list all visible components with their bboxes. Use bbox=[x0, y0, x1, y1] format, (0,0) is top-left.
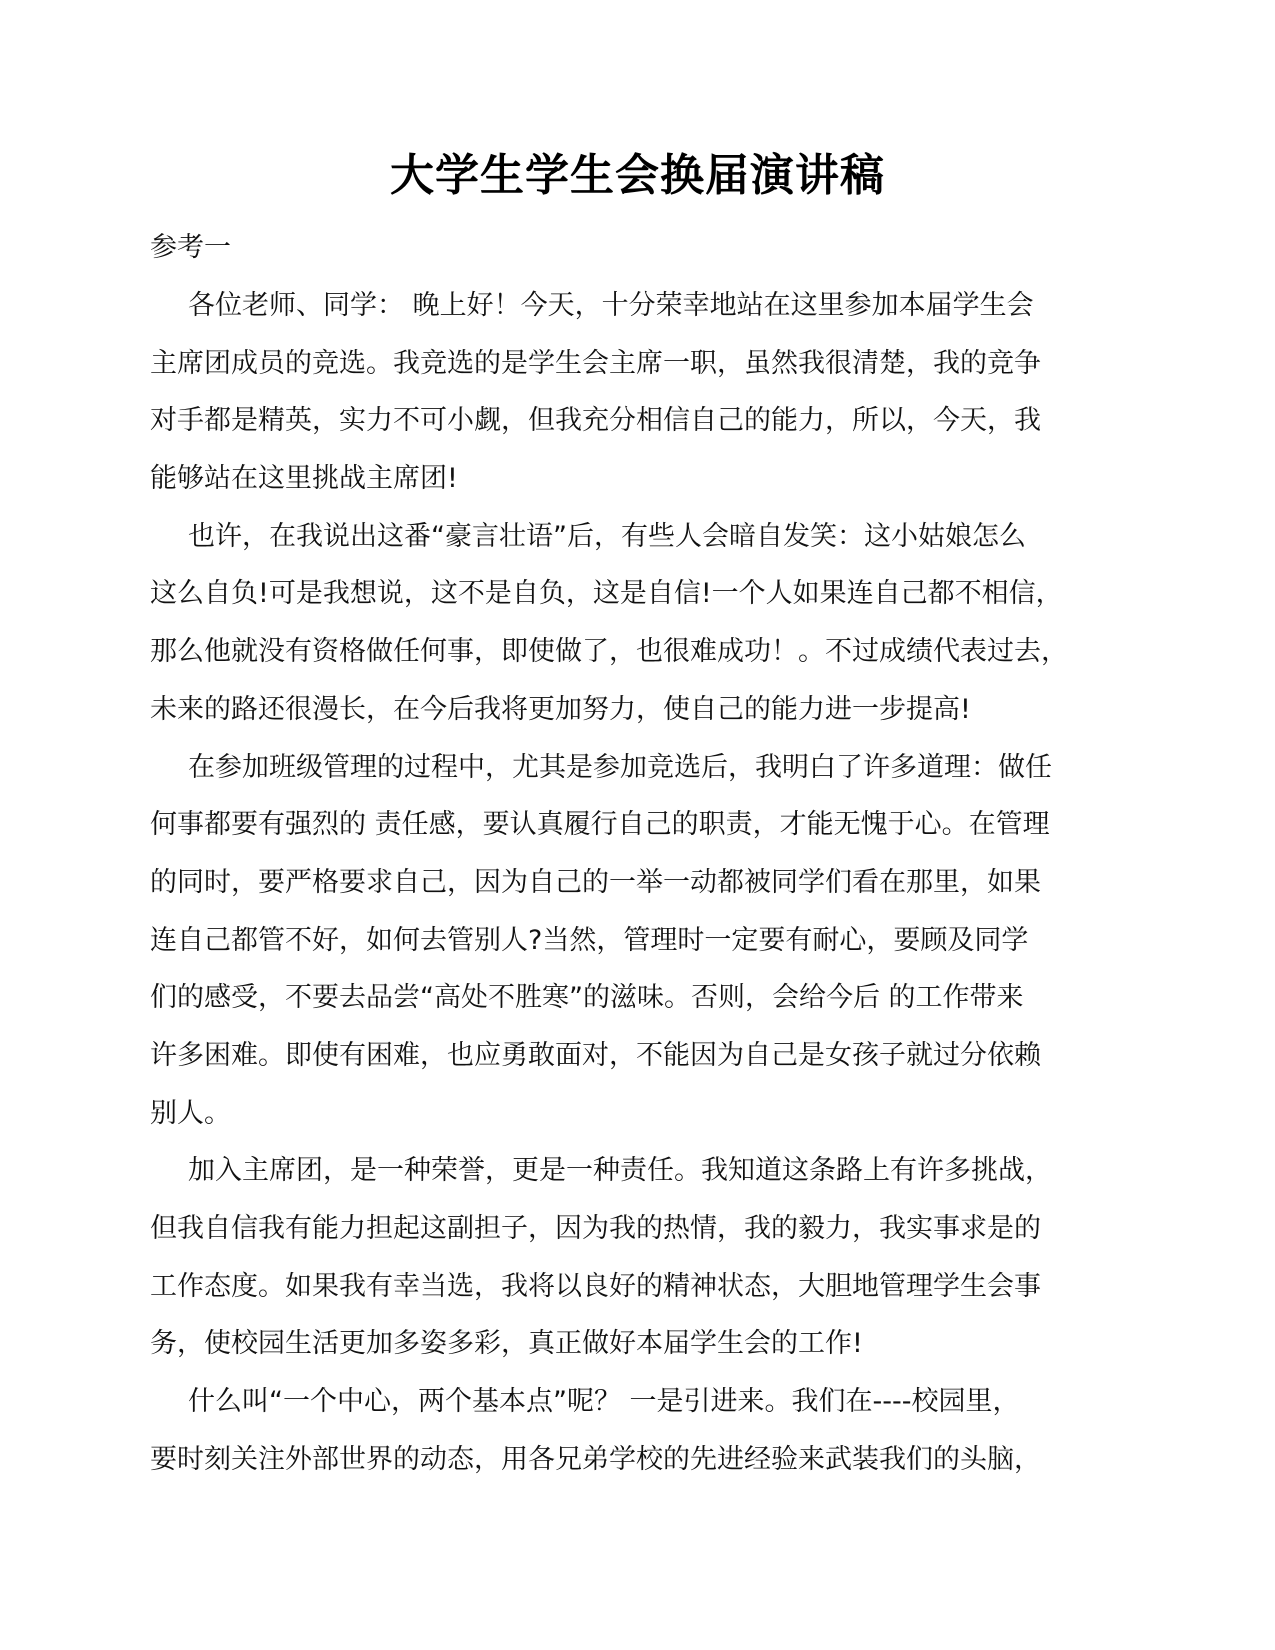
text-line: 要时刻关注外部世界的动态，用各兄弟学校的先进经验来武装我们的头脑， bbox=[150, 1443, 1041, 1475]
text-line: 许多困难。即使有困难，也应勇敢面对，不能因为自己是女孩子就过分依赖 bbox=[150, 1039, 1041, 1071]
text-line: 什么叫“一个中心，两个基本点”呢？ 一是引进来。我们在----校园里， bbox=[188, 1386, 1020, 1418]
text-line: 那么他就没有资格做任何事，即使做了，也很难成功！。不过成绩代表过去， bbox=[150, 636, 1068, 668]
text-line: 务，使校园生活更加多姿多彩，真正做好本届学生会的工作! bbox=[150, 1328, 863, 1360]
reference-label: 参考一 bbox=[150, 232, 231, 263]
text-line: 的同时，要严格要求自己，因为自己的一举一动都被同学们看在那里，如果 bbox=[150, 866, 1041, 898]
text-line: 未来的路还很漫长，在今后我将更加努力，使自己的能力进一步提高! bbox=[150, 693, 971, 725]
text-line: 别人。 bbox=[150, 1097, 231, 1129]
text-line: 主席团成员的竞选。我竞选的是学生会主席一职，虽然我很清楚，我的竞争 bbox=[150, 347, 1041, 379]
text-line: 连自己都管不好，如何去管别人?当然，管理时一定要有耐心，要顾及同学 bbox=[150, 924, 1029, 956]
text-line: 何事都要有强烈的 责任感，要认真履行自己的职责，才能无愧于心。在管理 bbox=[150, 809, 1050, 841]
text-line: 工作态度。如果我有幸当选，我将以良好的精神状态，大胆地管理学生会事 bbox=[150, 1270, 1041, 1302]
text-line: 对手都是精英，实力不可小觑，但我充分相信自己的能力，所以，今天，我 bbox=[150, 405, 1041, 437]
text-line: 能够站在这里挑战主席团! bbox=[150, 463, 458, 495]
document-title: 大学生学生会换届演讲稿 bbox=[390, 150, 885, 201]
text-line: 加入主席团，是一种荣誉，更是一种责任。我知道这条路上有许多挑战， bbox=[188, 1155, 1052, 1187]
text-line: 各位老师、同学： 晚上好！今天，十分荣幸地站在这里参加本届学生会 bbox=[188, 290, 1034, 321]
document-body bbox=[150, 277, 1130, 1488]
text-line: 这么自负!可是我想说，这不是自负，这是自信!一个人如果连自己都不相信， bbox=[150, 578, 1063, 610]
text-line: 但我自信我有能力担起这副担子，因为我的热情，我的毅力，我实事求是的 bbox=[150, 1213, 1041, 1244]
text-line: 们的感受，不要去品尝“高处不胜寒”的滋味。否则，会给今后 的工作带来 bbox=[150, 982, 1024, 1014]
text-line: 也许，在我说出这番“豪言壮语”后，有些人会暗自发笑：这小姑娘怎么 bbox=[188, 520, 1026, 552]
text-line: 在参加班级管理的过程中，尤其是参加竞选后，我明白了许多道理：做任 bbox=[188, 751, 1052, 783]
